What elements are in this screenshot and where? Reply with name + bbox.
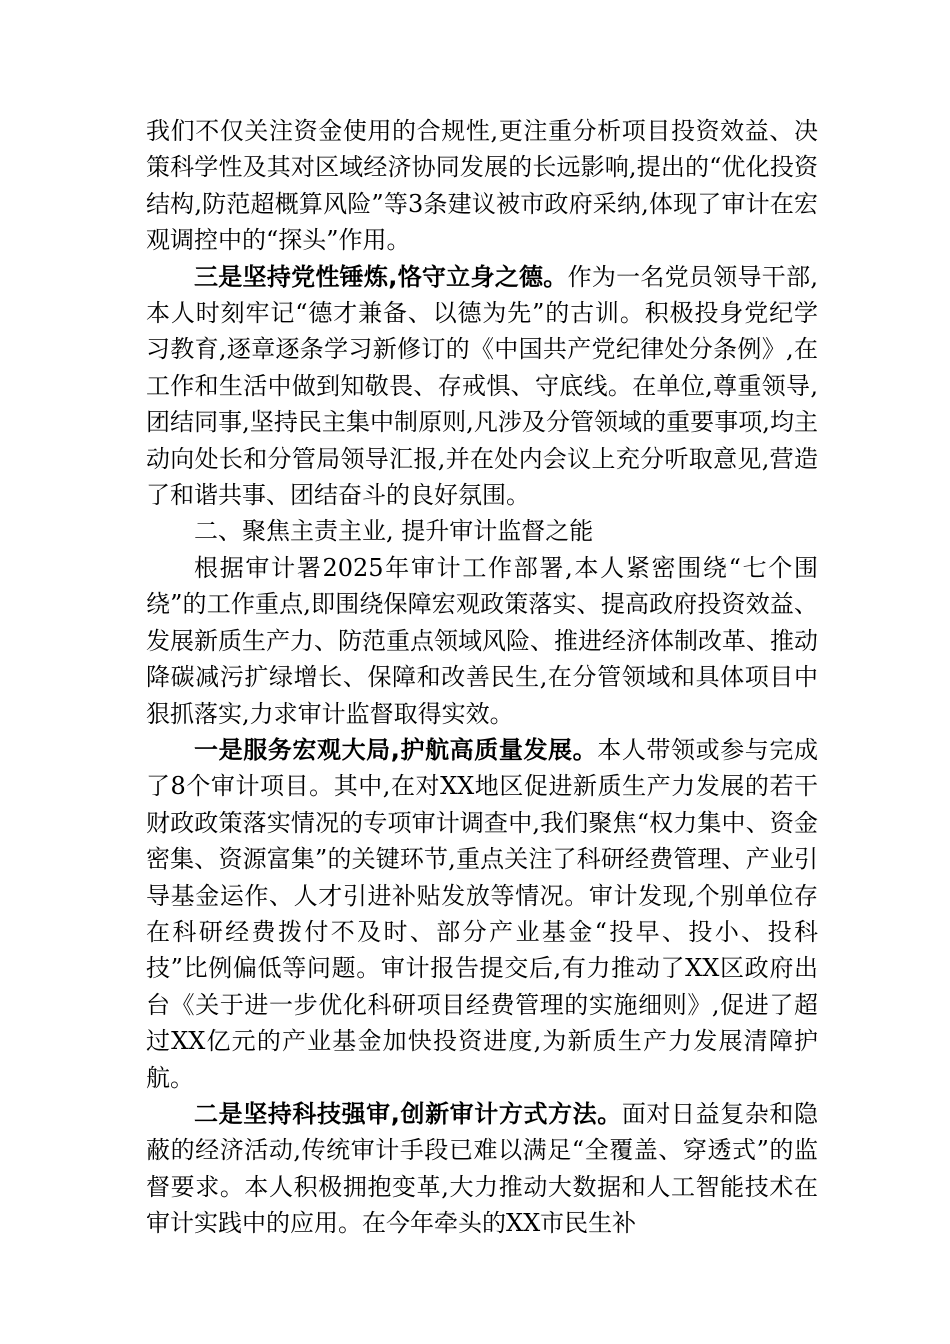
paragraph-lead: 三是坚持党性锤炼,恪守立身之德。 <box>194 262 568 291</box>
paragraph-text: 面对日益复杂和隐蔽的经济活动,传统审计手段已难以满足“全覆盖、穿透式”的监督要求。本人积极拥抱变革,大力推动大数据和人工智能技术在审计实践中的应用。在今年牵头的XX市民生补 <box>146 1099 818 1238</box>
paragraph-text: 根据审计署2025年审计工作部署,本人紧密围绕“七个围绕”的工作重点,即围绕保障宏观政策落实、提高政府投资效益、发展新质生产力、防范重点领域风险、推进经济体制改革、推动降碳减污扩绿增长、保障和改善民生,在分管领域和具体项目中狠抓落实,力求审计监督取得实效。 <box>146 553 818 728</box>
paragraph-4 <box>146 550 818 732</box>
paragraph-text: 作为一名党员领导干部,本人时刻牢记“德才兼备、以德为先”的古训。积极投身党纪学习教育,逐章逐条学习新修订的《中国共产党纪律处分条例》,在工作和生活中做到知敬畏、存戒惧、守底线。在单位,尊重领导,团结同事,坚持民主集中制原则,凡涉及分管领域的重要事项,均主动向处长和分管局领导汇报,并在处内会议上充分听取意见,营造了和谐共事、团结奋斗的良好氛围。 <box>146 262 818 510</box>
paragraph-2 <box>146 259 818 514</box>
paragraph-1 <box>146 113 818 259</box>
section-heading <box>146 513 818 549</box>
paragraph-lead: 二是坚持科技强审,创新审计方式方法。 <box>194 1099 622 1128</box>
paragraph-5 <box>146 732 818 1096</box>
section-heading-text: 二、聚焦主责主业, 提升审计监督之能 <box>194 517 594 546</box>
paragraph-6 <box>146 1096 818 1242</box>
paragraph-text: 我们不仅关注资金使用的合规性,更注重分析项目投资效益、决策科学性及其对区域经济协同发展的长远影响,提出的“优化投资结构,防范超概算风险”等3条建议被市政府采纳,体现了审计在宏观调控中的“探头”作用。 <box>146 117 818 255</box>
paragraph-text: 本人带领或参与完成了8个审计项目。其中,在对XX地区促进新质生产力发展的若干财政政策落实情况的专项审计调查中,我们聚焦“权力集中、资金密集、资源富集”的关键环节,重点关注了科研经费管理、产业引导基金运作、人才引进补贴发放等情况。审计发现,个别单位存在科研经费拨付不及时、部分产业基金“投早、投小、投科技”比例偏低等问题。审计报告提交后,有力推动了XX区政府出台《关于进一步优化科研项目经费管理的实施细则》,促进了超过XX亿元的产业基金加快投资进度,为新质生产力发展清障护航。 <box>146 735 818 1092</box>
document-body <box>146 113 818 1242</box>
paragraph-lead: 一是服务宏观大局,护航高质量发展。 <box>194 735 598 764</box>
